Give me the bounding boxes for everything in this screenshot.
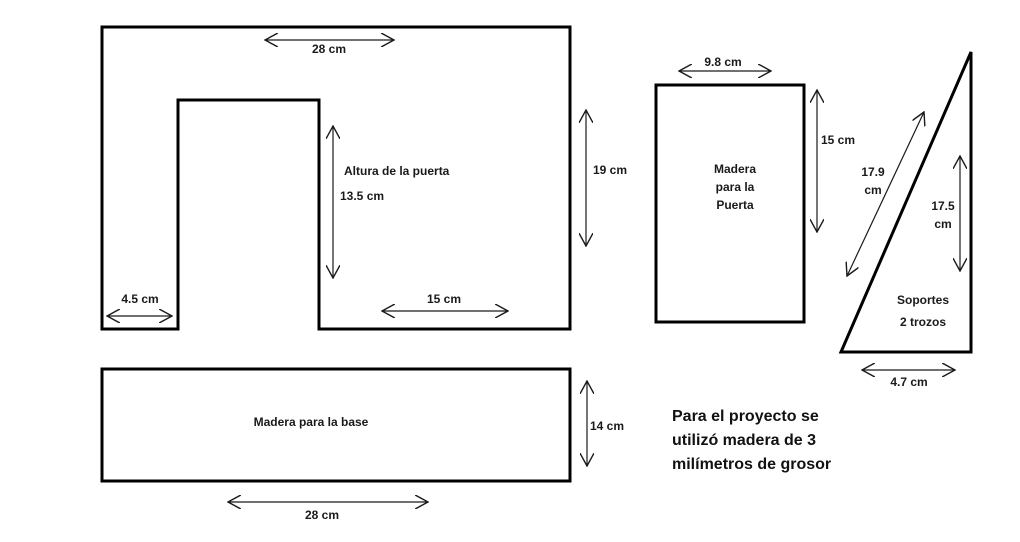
door-width-label: 9.8 cm — [704, 55, 742, 69]
door-title-line-2: para la — [715, 180, 755, 194]
frame-height-label: 19 cm — [593, 163, 628, 177]
support-title-line-1: Soportes — [896, 293, 950, 307]
note-line-2: utilizó madera de 3 — [672, 432, 817, 449]
support-height-line-1: 17.5 — [931, 199, 955, 213]
door-title-line-1: Madera — [713, 162, 757, 176]
door-height-label: 15 cm — [821, 133, 856, 147]
note-line-3: milímetros de grosor — [672, 456, 832, 473]
frame-width-label: 28 cm — [311, 42, 347, 56]
base-height-label: 14 cm — [590, 419, 625, 433]
door-height-title: Altura de la puerta — [344, 164, 450, 178]
base-width-label: 28 cm — [304, 508, 340, 522]
frame-outline — [102, 27, 570, 329]
left-leg-label: 4.5 cm — [121, 292, 159, 306]
support-height-line-2: cm — [934, 217, 952, 231]
door-height-value: 13.5 cm — [340, 189, 385, 203]
support-title-line-2: 2 trozos — [899, 315, 947, 329]
door-title-line-3: Puerta — [716, 198, 754, 212]
support-hypotenuse-line-2: cm — [864, 183, 882, 197]
support-hypotenuse-line-1: 17.9 — [861, 165, 885, 179]
note-line-1: Para el proyecto se — [672, 408, 819, 425]
right-leg-label: 15 cm — [426, 292, 462, 306]
base-title: Madera para la base — [253, 415, 369, 429]
support-base-label: 4.7 cm — [890, 375, 928, 389]
